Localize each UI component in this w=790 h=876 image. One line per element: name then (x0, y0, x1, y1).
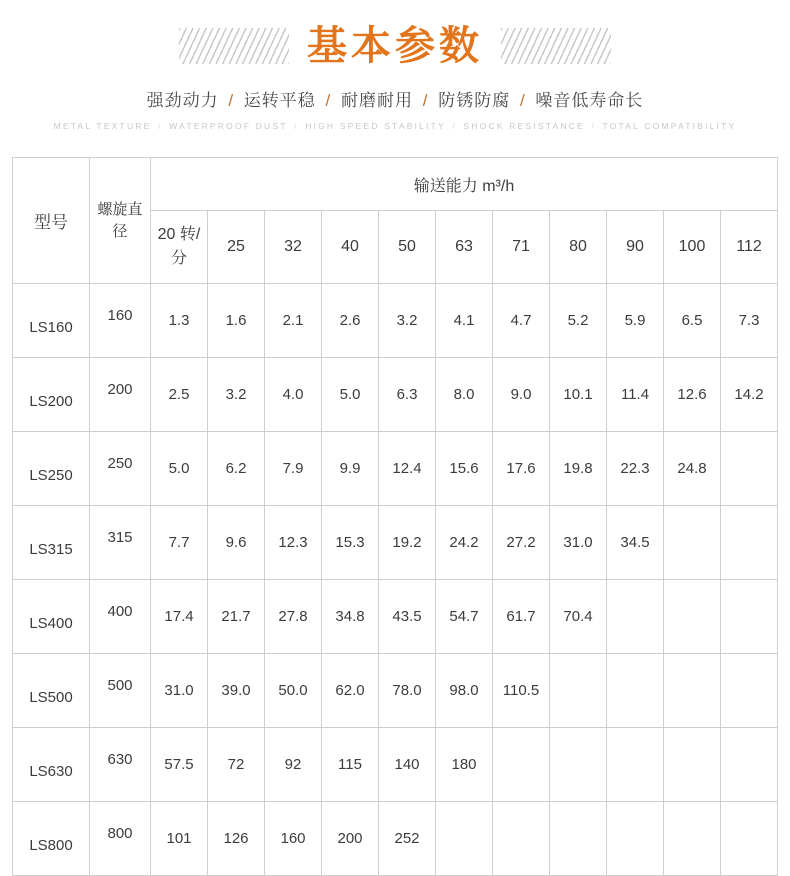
table-row (13, 580, 778, 654)
subtitle-en-sep-1: / (158, 121, 163, 131)
cell-capacity-32: 4.0 (265, 358, 322, 432)
cell-capacity-63: 4.1 (436, 284, 493, 358)
table-row (13, 802, 778, 876)
cell-capacity-63: 15.6 (436, 432, 493, 506)
spec-table-body (13, 284, 778, 876)
cell-capacity-90 (607, 654, 664, 728)
cell-capacity-40: 62.0 (322, 654, 379, 728)
cell-capacity-20: 5.0 (151, 432, 208, 506)
cell-capacity-90: 34.5 (607, 506, 664, 580)
cell-capacity-71: 17.6 (493, 432, 550, 506)
header-rpm-71: 71 (493, 211, 550, 284)
cell-capacity-40: 9.9 (322, 432, 379, 506)
cell-capacity-100 (664, 728, 721, 802)
cell-capacity-90 (607, 728, 664, 802)
title-row (0, 22, 790, 70)
cell-capacity-50: 43.5 (379, 580, 436, 654)
subtitle-en-sep-3: / (452, 121, 457, 131)
header-rpm-100: 100 (664, 211, 721, 284)
cell-capacity-63: 98.0 (436, 654, 493, 728)
cell-capacity-50: 252 (379, 802, 436, 876)
cell-capacity-80 (550, 728, 607, 802)
cell-capacity-32: 27.8 (265, 580, 322, 654)
cell-capacity-20: 2.5 (151, 358, 208, 432)
page-title: 基本参数 (307, 24, 483, 68)
cell-capacity-90: 11.4 (607, 358, 664, 432)
cell-capacity-40: 34.8 (322, 580, 379, 654)
cell-capacity-90: 22.3 (607, 432, 664, 506)
cell-model: LS630 (13, 728, 90, 802)
spec-table-head (13, 158, 778, 284)
cell-capacity-20: 1.3 (151, 284, 208, 358)
subtitle-en-sep-4: / (591, 121, 597, 131)
cell-capacity-20: 57.5 (151, 728, 208, 802)
cell-diameter: 250 (90, 432, 151, 506)
header-rpm-32: 32 (265, 211, 322, 284)
table-row (13, 728, 778, 802)
header-rpm-50: 50 (379, 211, 436, 284)
cell-diameter: 200 (90, 358, 151, 432)
cell-capacity-40: 15.3 (322, 506, 379, 580)
subtitle-en-part-1: METAL TEXTURE (53, 121, 152, 131)
cell-capacity-32: 7.9 (265, 432, 322, 506)
cell-capacity-50: 3.2 (379, 284, 436, 358)
cell-capacity-50: 6.3 (379, 358, 436, 432)
cell-capacity-63: 24.2 (436, 506, 493, 580)
cell-capacity-80: 10.1 (550, 358, 607, 432)
cell-diameter: 160 (90, 284, 151, 358)
header-rpm-40: 40 (322, 211, 379, 284)
hatch-decoration-left (179, 28, 289, 64)
header-capacity: 输送能力 m³/h (151, 158, 778, 211)
cell-capacity-63: 54.7 (436, 580, 493, 654)
cell-capacity-71: 27.2 (493, 506, 550, 580)
cell-capacity-40: 115 (322, 728, 379, 802)
cell-capacity-112 (721, 506, 778, 580)
cell-diameter: 315 (90, 506, 151, 580)
cell-capacity-112 (721, 654, 778, 728)
cell-capacity-25: 39.0 (208, 654, 265, 728)
cell-model: LS500 (13, 654, 90, 728)
cell-capacity-63: 8.0 (436, 358, 493, 432)
page-header (0, 0, 790, 131)
cell-capacity-25: 72 (208, 728, 265, 802)
cell-model: LS200 (13, 358, 90, 432)
cell-capacity-100: 24.8 (664, 432, 721, 506)
cell-model: LS315 (13, 506, 90, 580)
cell-capacity-25: 1.6 (208, 284, 265, 358)
cell-capacity-20: 101 (151, 802, 208, 876)
subtitle-part-5: 噪音低寿命长 (535, 91, 644, 110)
cell-capacity-25: 9.6 (208, 506, 265, 580)
cell-capacity-32: 92 (265, 728, 322, 802)
cell-capacity-100 (664, 506, 721, 580)
subtitle-en-part-5: TOTAL COMPATIBILITY (602, 121, 737, 131)
cell-capacity-112: 14.2 (721, 358, 778, 432)
cell-model: LS400 (13, 580, 90, 654)
cell-capacity-20: 31.0 (151, 654, 208, 728)
cell-capacity-71: 110.5 (493, 654, 550, 728)
cell-capacity-32: 2.1 (265, 284, 322, 358)
header-model: 型号 (13, 158, 90, 284)
cell-model: LS160 (13, 284, 90, 358)
spec-table-container (12, 157, 778, 876)
subtitle-part-1: 强劲动力 (146, 91, 219, 110)
subtitle-sep-4: / (519, 91, 526, 110)
cell-capacity-80 (550, 802, 607, 876)
cell-diameter: 400 (90, 580, 151, 654)
subtitle-en-part-4: SHOCK RESISTANCE (463, 121, 585, 131)
cell-capacity-25: 6.2 (208, 432, 265, 506)
cell-capacity-20: 7.7 (151, 506, 208, 580)
cell-capacity-50: 140 (379, 728, 436, 802)
cell-capacity-40: 5.0 (322, 358, 379, 432)
header-rpm-90: 90 (607, 211, 664, 284)
cell-capacity-112: 7.3 (721, 284, 778, 358)
cell-capacity-112 (721, 432, 778, 506)
cell-capacity-112 (721, 728, 778, 802)
cell-capacity-100: 12.6 (664, 358, 721, 432)
header-rpm-80: 80 (550, 211, 607, 284)
cell-capacity-80: 31.0 (550, 506, 607, 580)
cell-model: LS250 (13, 432, 90, 506)
header-rpm-112: 112 (721, 211, 778, 284)
cell-diameter: 800 (90, 802, 151, 876)
subtitle-part-2: 运转平稳 (243, 91, 316, 110)
header-row-capacity (13, 158, 778, 211)
cell-capacity-90 (607, 802, 664, 876)
cell-capacity-50: 78.0 (379, 654, 436, 728)
cell-capacity-80 (550, 654, 607, 728)
header-screw-diameter: 螺旋直径 (90, 158, 151, 284)
cell-capacity-90: 5.9 (607, 284, 664, 358)
cell-capacity-100 (664, 802, 721, 876)
hatch-decoration-right (501, 28, 611, 64)
table-row (13, 654, 778, 728)
cell-capacity-71: 4.7 (493, 284, 550, 358)
subtitle-part-3: 耐磨耐用 (341, 91, 413, 110)
header-rpm-63: 63 (436, 211, 493, 284)
spec-table (12, 157, 778, 876)
subtitle-en-part-2: WATERPROOF DUST (169, 121, 288, 131)
subtitle-en-part-3: HIGH SPEED STABILITY (305, 121, 446, 131)
cell-capacity-71 (493, 802, 550, 876)
cell-capacity-40: 200 (322, 802, 379, 876)
subtitle-en-sep-2: / (294, 121, 299, 131)
subtitle-sep-1: / (228, 91, 235, 110)
cell-capacity-20: 17.4 (151, 580, 208, 654)
table-row (13, 506, 778, 580)
header-rpm-20: 20 转/分 (151, 211, 208, 284)
cell-capacity-32: 12.3 (265, 506, 322, 580)
cell-capacity-80: 19.8 (550, 432, 607, 506)
subtitle-part-4: 防锈防腐 (438, 91, 511, 110)
cell-capacity-25: 21.7 (208, 580, 265, 654)
cell-capacity-80: 70.4 (550, 580, 607, 654)
cell-capacity-71: 9.0 (493, 358, 550, 432)
table-row (13, 432, 778, 506)
cell-capacity-25: 3.2 (208, 358, 265, 432)
cell-capacity-63: 180 (436, 728, 493, 802)
cell-capacity-40: 2.6 (322, 284, 379, 358)
cell-capacity-90 (607, 580, 664, 654)
subtitle-sep-3: / (422, 91, 429, 110)
cell-capacity-112 (721, 802, 778, 876)
cell-capacity-32: 160 (265, 802, 322, 876)
cell-capacity-50: 12.4 (379, 432, 436, 506)
subtitle (0, 86, 790, 111)
cell-model: LS800 (13, 802, 90, 876)
cell-capacity-80: 5.2 (550, 284, 607, 358)
cell-capacity-25: 126 (208, 802, 265, 876)
table-row (13, 284, 778, 358)
cell-capacity-63 (436, 802, 493, 876)
cell-capacity-112 (721, 580, 778, 654)
cell-diameter: 500 (90, 654, 151, 728)
table-row (13, 358, 778, 432)
cell-capacity-50: 19.2 (379, 506, 436, 580)
cell-capacity-100 (664, 654, 721, 728)
cell-diameter: 630 (90, 728, 151, 802)
header-rpm-25: 25 (208, 211, 265, 284)
cell-capacity-100 (664, 580, 721, 654)
cell-capacity-71 (493, 728, 550, 802)
cell-capacity-32: 50.0 (265, 654, 322, 728)
cell-capacity-71: 61.7 (493, 580, 550, 654)
cell-capacity-100: 6.5 (664, 284, 721, 358)
subtitle-english (0, 121, 790, 131)
subtitle-sep-2: / (325, 91, 332, 110)
